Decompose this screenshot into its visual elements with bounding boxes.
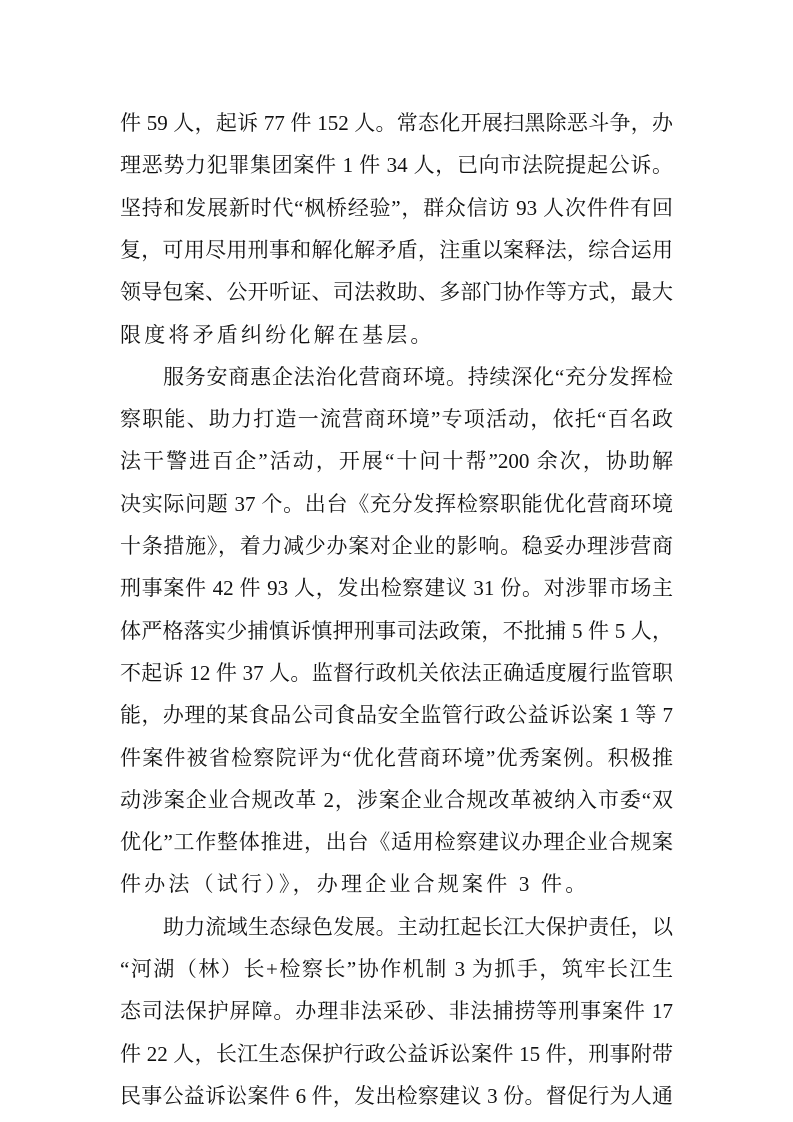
paragraph-2-line: 优化”工作整体推进，出台《适用检察建议办理企业合规案 bbox=[120, 830, 673, 855]
paragraph-2-line: 动涉案企业合规改革 2，涉案企业合规改革被纳入市委“双 bbox=[120, 787, 673, 812]
paragraph-2-line: 察职能、助力打造一流营商环境”专项活动，依托“百名政 bbox=[120, 407, 673, 432]
paragraph-2-line: 刑事案件 42 件 93 人，发出检察建议 31 份。对涉罪市场主 bbox=[120, 576, 673, 601]
paragraph-1-line: 限度将矛盾纠纷化解在基层。 bbox=[120, 322, 435, 347]
paragraph-3-line: 件 22 人，长江生态保护行政公益诉讼案件 15 件，刑事附带 bbox=[120, 1041, 673, 1066]
paragraph-1-line: 坚持和发展新时代“枫桥经验”，群众信访 93 人次件件有回 bbox=[120, 195, 673, 220]
paragraph-3-line: 态司法保护屏障。办理非法采砂、非法捕捞等刑事案件 17 bbox=[120, 999, 673, 1024]
paragraph-2-line: 件办法（试行）》，办理企业合规案件 3 件。 bbox=[120, 872, 590, 897]
paragraph-3-line: “河湖（林）长+检察长”协作机制 3 为抓手，筑牢长江生 bbox=[120, 957, 673, 981]
paragraph-1-line: 件 59 人，起诉 77 件 152 人。常态化开展扫黑除恶斗争，办 bbox=[120, 111, 673, 135]
paragraph-1-line: 复，可用尽用刑事和解化解矛盾，注重以案释法，综合运用 bbox=[120, 237, 673, 262]
paragraph-1-line: 理恶势力犯罪集团案件 1 件 34 人，已向市法院提起公诉。 bbox=[120, 153, 673, 178]
paragraph-1-line: 领导包案、公开听证、司法救助、多部门协作等方式，最大 bbox=[120, 280, 673, 305]
paragraph-2-line: 决实际问题 37 个。出台《充分发挥检察职能优化营商环境 bbox=[120, 491, 673, 516]
paragraph-3-line: 助力流域生态绿色发展。主动扛起长江大保护责任，以 bbox=[163, 914, 673, 939]
paragraph-2-line: 体严格落实少捕慎诉慎押刑事司法政策，不批捕 5 件 5 人， bbox=[120, 618, 673, 643]
paragraph-2-line: 件案件被省检察院评为“优化营商环境”优秀案例。积极推 bbox=[120, 745, 673, 770]
paragraph-2-line: 服务安商惠企法治化营商环境。持续深化“充分发挥检 bbox=[163, 364, 673, 389]
paragraph-2-line: 不起诉 12 件 37 人。监督行政机关依法正确适度履行监管职 bbox=[120, 660, 673, 685]
paragraph-3-line: 民事公益诉讼案件 6 件，发出检察建议 3 份。督促行为人通 bbox=[120, 1083, 673, 1108]
paragraph-2-line: 十条措施》，着力减少办案对企业的影响。稳妥办理涉营商 bbox=[120, 534, 673, 558]
paragraph-2-line: 法干警进百企”活动，开展“十问十帮”200 余次，协助解 bbox=[120, 449, 673, 474]
paragraph-2-line: 能，办理的某食品公司食品安全监管行政公益诉讼案 1 等 7 bbox=[120, 703, 673, 728]
